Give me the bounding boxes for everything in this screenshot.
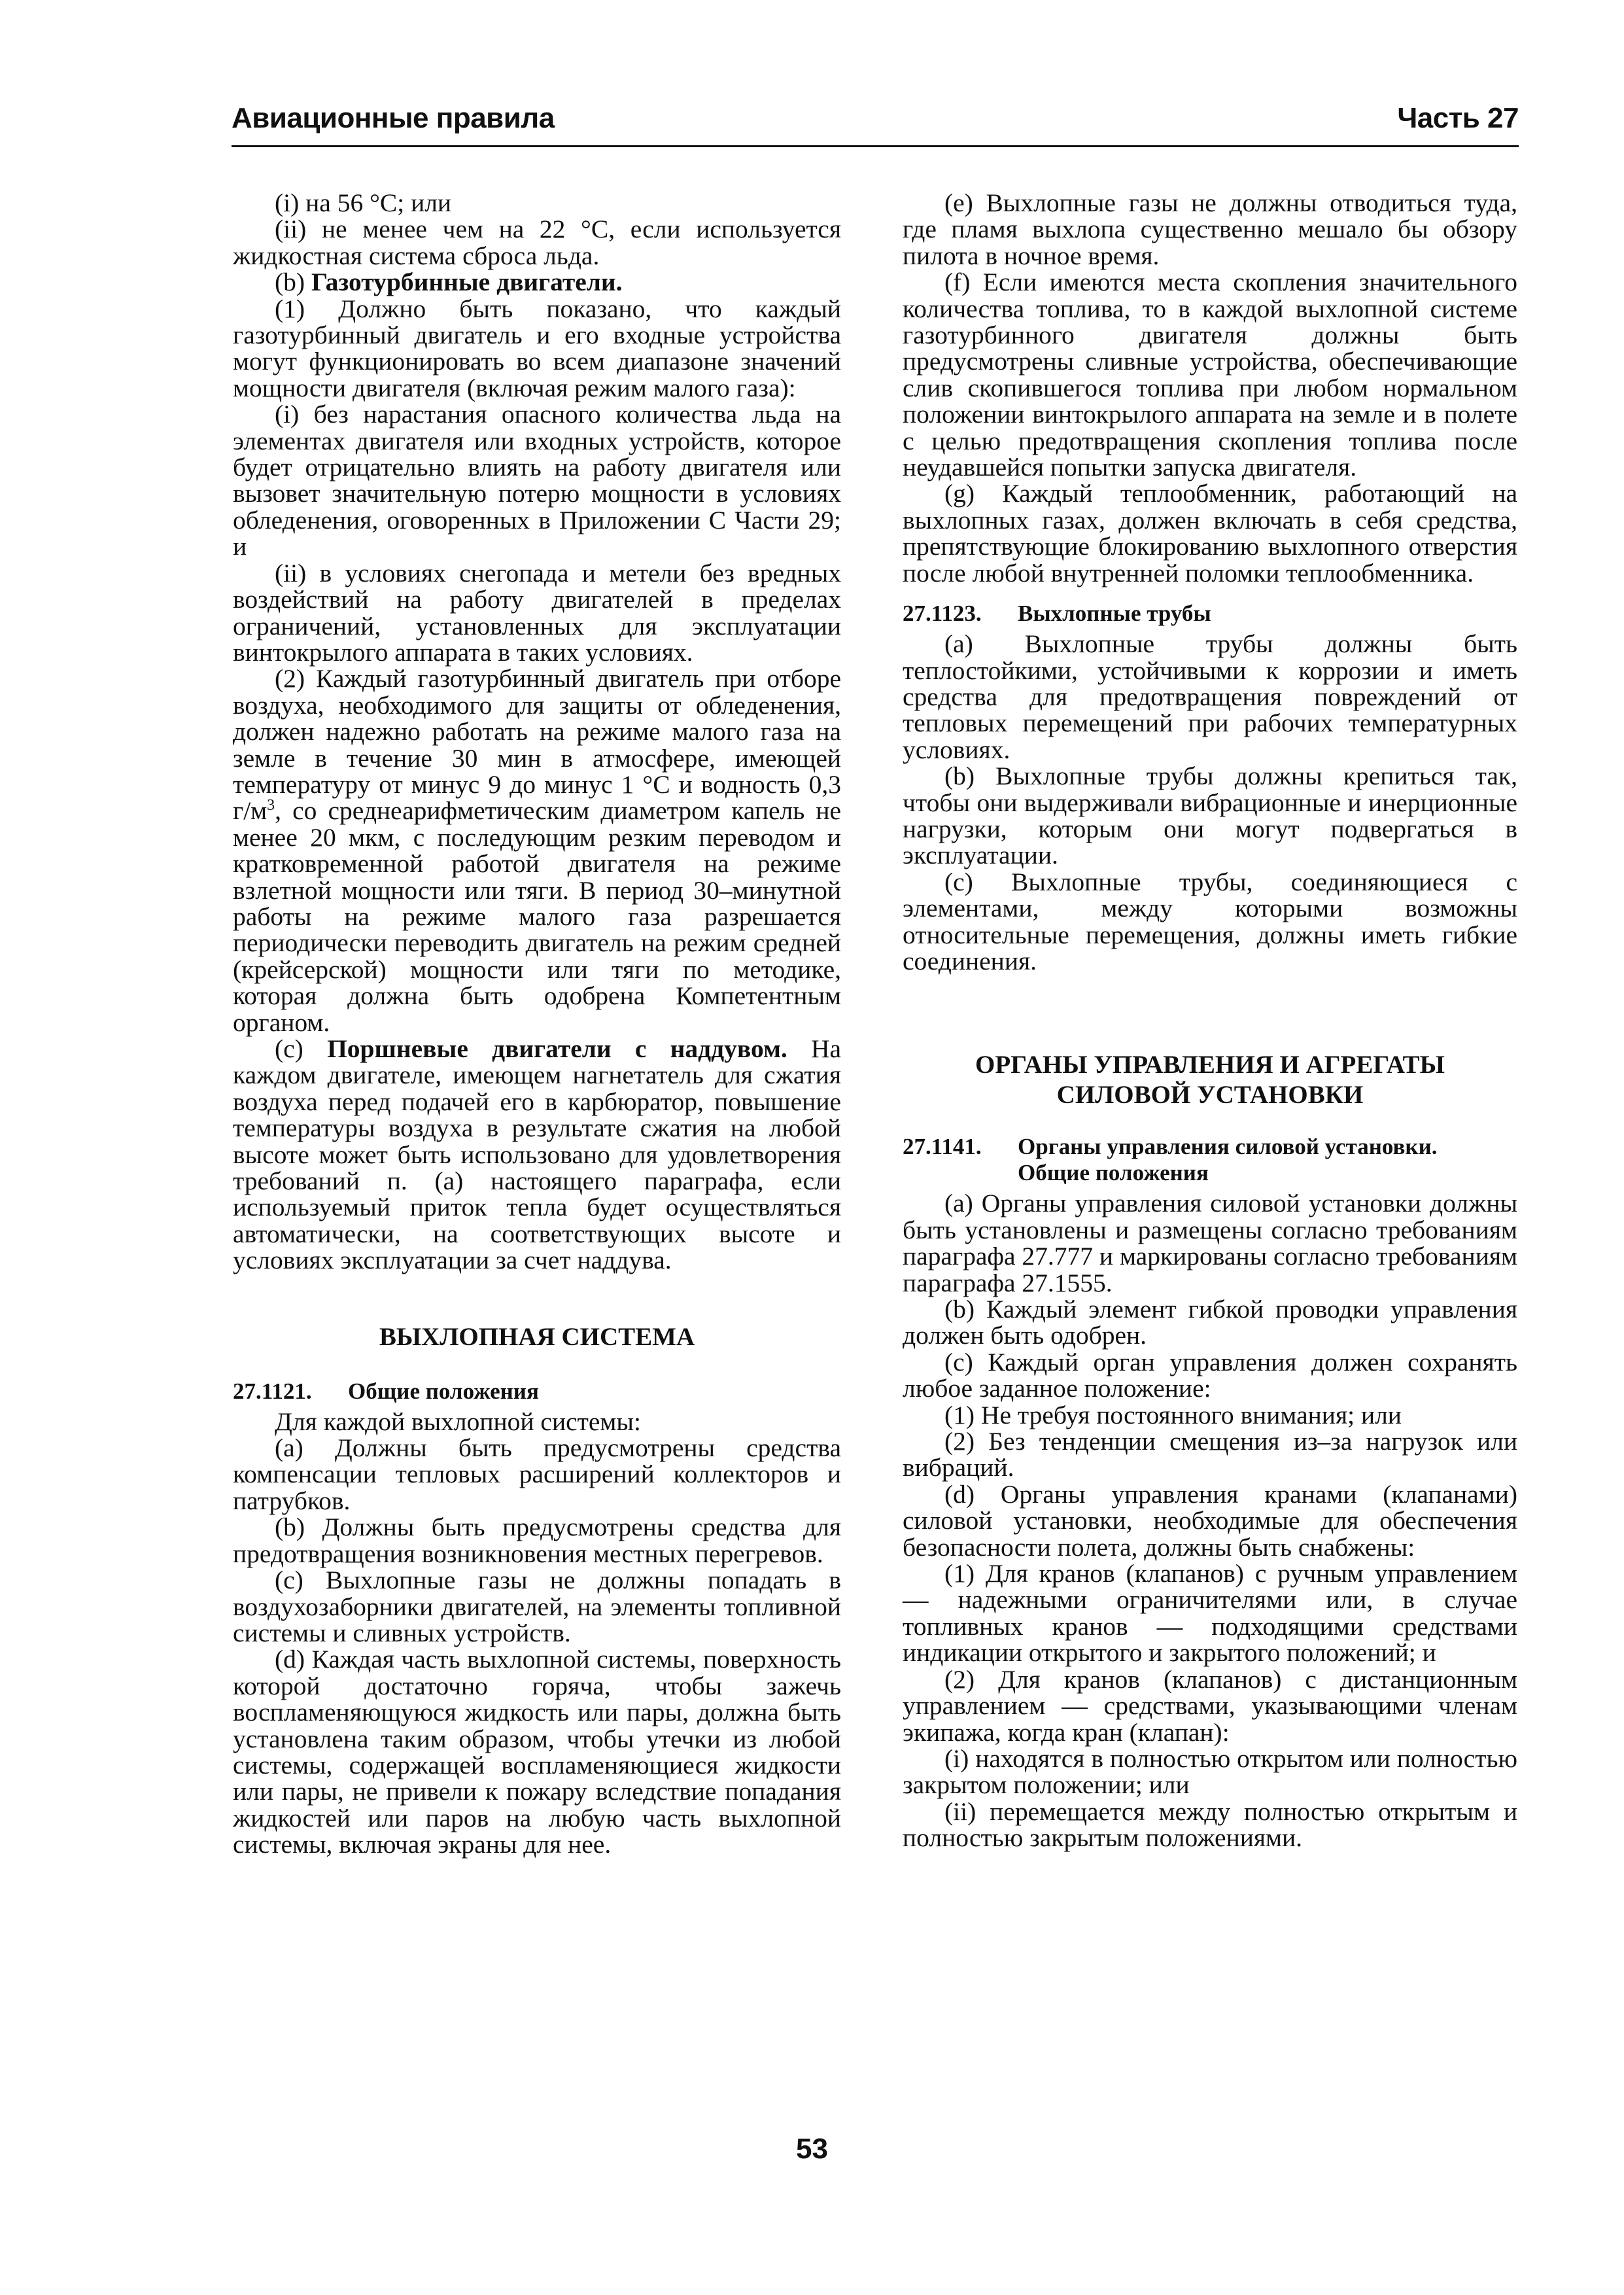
section-title: [903, 1050, 1517, 1110]
paragraph-number: 27.1121.: [233, 1378, 312, 1404]
paragraph: (a) Выхлопные трубы должны быть теплостойкими, устойчивыми к коррозии и иметь средства для предотвращения повреждений от тепловых перемещений при рабочих температурных условиях.: [903, 629, 1517, 764]
paragraph: (f) Если имеются места скопления значительного количества топлива, то в каждой выхлопной системе газотурбинного двигателя должны быть предусмотрены сливные устройства, обеспечивающие слив скопившегося топлива при любом нормальном положении винтокрылого аппарата на земле и в полете с целью предотвращения скопления топлива после неудавшейся попытки запуска двигателя.: [903, 268, 1517, 482]
header-title: Авиационные правила: [232, 102, 555, 134]
paragraph: (1) Не требуя постоянного внимания; или: [944, 1400, 1402, 1429]
page-number: 53: [796, 2133, 828, 2165]
paragraph: (i) находятся в полностью открытом или полностью закрытом положении; или: [903, 1743, 1517, 1800]
section-title-line: СИЛОВОЙ УСТАНОВКИ: [1056, 1081, 1364, 1110]
paragraph-heading: [903, 601, 1517, 627]
text-run: , со среднеарифметическим диаметром капель не менее 20 мкм, с последующим резким переводом и кратковременной работой двигателя на режиме взлетной мощности или тяги. В период 30–минутной работы на режиме малого газа разрешается периодически переводить двигатель на режим средней (крейсерской) мощности или тяги по методике, которая должна быть одобрена Компетентным органом.: [233, 796, 841, 1037]
paragraph-title: Общие положения: [1018, 1160, 1209, 1186]
paragraph: (ii) в условиях снегопада и метели без вредных воздействий на работу двигателей в пределах ограничений, установленных для эксплуатации винтокрылого аппарата в таких условиях.: [233, 558, 841, 667]
subheading: Газотурбинные двигатели.: [311, 268, 623, 297]
paragraph: (ii) перемещается между полностью открытым и полностью закрытым положениями.: [903, 1796, 1517, 1853]
text-run: (2) Каждый газотурбинный двигатель при отборе воздуха, необходимого для защиты от обледенения, должен надежно работать на режиме малого газа на земле в течение 30 мин в атмосфере, имеющей температуру от минус 9 до минус 1 °C и водность 0,3 г/м: [233, 664, 841, 826]
section-title-line: ОРГАНЫ УПРАВЛЕНИЯ И АГРЕГАТЫ: [975, 1051, 1445, 1079]
paragraph: (a) Органы управления силовой установки должны быть установлены и размещены согласно требованиям параграфа 27.777 и маркированы согласно требованиям параграфа 27.1555.: [903, 1189, 1517, 1297]
paragraph-heading: [903, 1134, 1517, 1186]
paragraph: (c) Выхлопные газы не должны попадать в воздухозаборники двигателей, на элементы топливной системы и сливных устройств.: [233, 1566, 841, 1647]
left-column: [233, 190, 841, 1858]
item-label: (c): [275, 1034, 303, 1063]
paragraph-number: 27.1123.: [903, 601, 982, 627]
subheading: Поршневые двигатели с наддувом.: [327, 1034, 787, 1063]
paragraph: [233, 269, 841, 295]
paragraph: (c) Выхлопные трубы, соединяющиеся с элементами, между которыми возможны относительные перемещения, должны иметь гибкие соединения.: [903, 867, 1517, 975]
text-run: На каждом двигателе, имеющем нагнетатель для сжатия воздуха перед подачей его в карбюратор, повышение температуры воздуха в результате сжатия на любой высоте может быть использовано для удовлетворения требований п. (a) настоящего параграфа, если используемый приток тепла будет осуществляться автоматически, на соответствующих высоте и условиях эксплуатации за счет наддува.: [233, 1034, 842, 1275]
paragraph: (d) Каждая часть выхлопной системы, поверхность которой достаточно горяча, чтобы зажечь воспламеняющуюся жидкость или пары, должна быть установлена таким образом, чтобы утечки из любой системы, содержащей воспламеняющиеся жидкости или пары, не привели к пожару вследствие попадания жидкостей или паров на любую часть выхлопной системы, включая экраны для нее.: [233, 1645, 841, 1859]
paragraph: (1) Для кранов (клапанов) с ручным управлением — надежными ограничителями или, в случае топливных кранов — подходящими средствами индикации открытого и закрытого положений; и: [903, 1559, 1517, 1668]
superscript: 3: [267, 797, 275, 815]
paragraph-title: Органы управления силовой установки.: [1018, 1134, 1438, 1160]
paragraph: (d) Органы управления кранами (клапанами) силовой установки, необходимые для обеспечения безопасности полета, должны быть снабжены:: [903, 1479, 1517, 1562]
paragraph: (c) Каждый орган управления должен сохранять любое заданное положение:: [903, 1347, 1517, 1403]
paragraph: (ii) не менее чем на 22 °C, если используется жидкостная система сброса льда.: [233, 215, 841, 270]
item-label: (b): [275, 268, 305, 297]
paragraph: (i) без нарастания опасного количества льда на элементах двигателя или входных устройств, которое будет отрицательно влиять на работу двигателя или вызовет значительную потерю мощности в условиях обледенения, оговоренных в Приложении С Части 29; и: [233, 400, 841, 561]
paragraph: (b) Должны быть предусмотрены средства для предотвращения возникновения местных перегревов.: [233, 1513, 841, 1568]
paragraph: (e) Выхлопные газы не должны отводиться туда, где пламя выхлопа существенно мешало бы обзору пилота в ночное время.: [903, 188, 1517, 270]
paragraph: [233, 665, 841, 1036]
paragraph: (2) Для кранов (клапанов) с дистанционным управлением — средствами, указывающими членам экипажа, когда кран (клапан):: [903, 1664, 1517, 1747]
paragraph: (a) Должны быть предусмотрены средства компенсации тепловых расширений коллекторов и патрубков.: [233, 1433, 841, 1515]
paragraph: [233, 1036, 841, 1274]
header-part: Часть 27: [1397, 102, 1519, 134]
paragraph: Для каждой выхлопной системы:: [275, 1407, 641, 1436]
running-header: [232, 98, 1519, 147]
paragraph: (i) на 56 °C; или: [275, 188, 452, 217]
paragraph: (b) Каждый элемент гибкой проводки управления должен быть одобрен.: [903, 1295, 1517, 1350]
paragraph-title: Выхлопные трубы: [1018, 601, 1211, 627]
section-title: ВЫХЛОПНАЯ СИСТЕМА: [379, 1322, 695, 1351]
paragraph: (b) Выхлопные трубы должны крепиться так, чтобы они выдерживали вибрационные и инерционные нагрузки, которым они могут подвергаться в эксплуатации.: [903, 762, 1517, 870]
right-column: [903, 190, 1517, 1851]
paragraph-heading: [233, 1378, 841, 1405]
paragraph-number: 27.1141.: [903, 1134, 982, 1160]
paragraph: (2) Без тенденции смещения из–за нагрузок или вибраций.: [903, 1427, 1517, 1482]
paragraph: (1) Должно быть показано, что каждый газотурбинный двигатель и его входные устройства могут функционировать во всем диапазоне значений мощности двигателя (включая режим малого газа):: [233, 294, 841, 402]
paragraph-title: Общие положения: [348, 1378, 539, 1404]
paragraph: (g) Каждый теплообменник, работающий на выхлопных газах, должен включать в себя средства, препятствующие блокированию выхлопного отверстия после любой внутренней поломки теплообменника.: [903, 479, 1517, 587]
